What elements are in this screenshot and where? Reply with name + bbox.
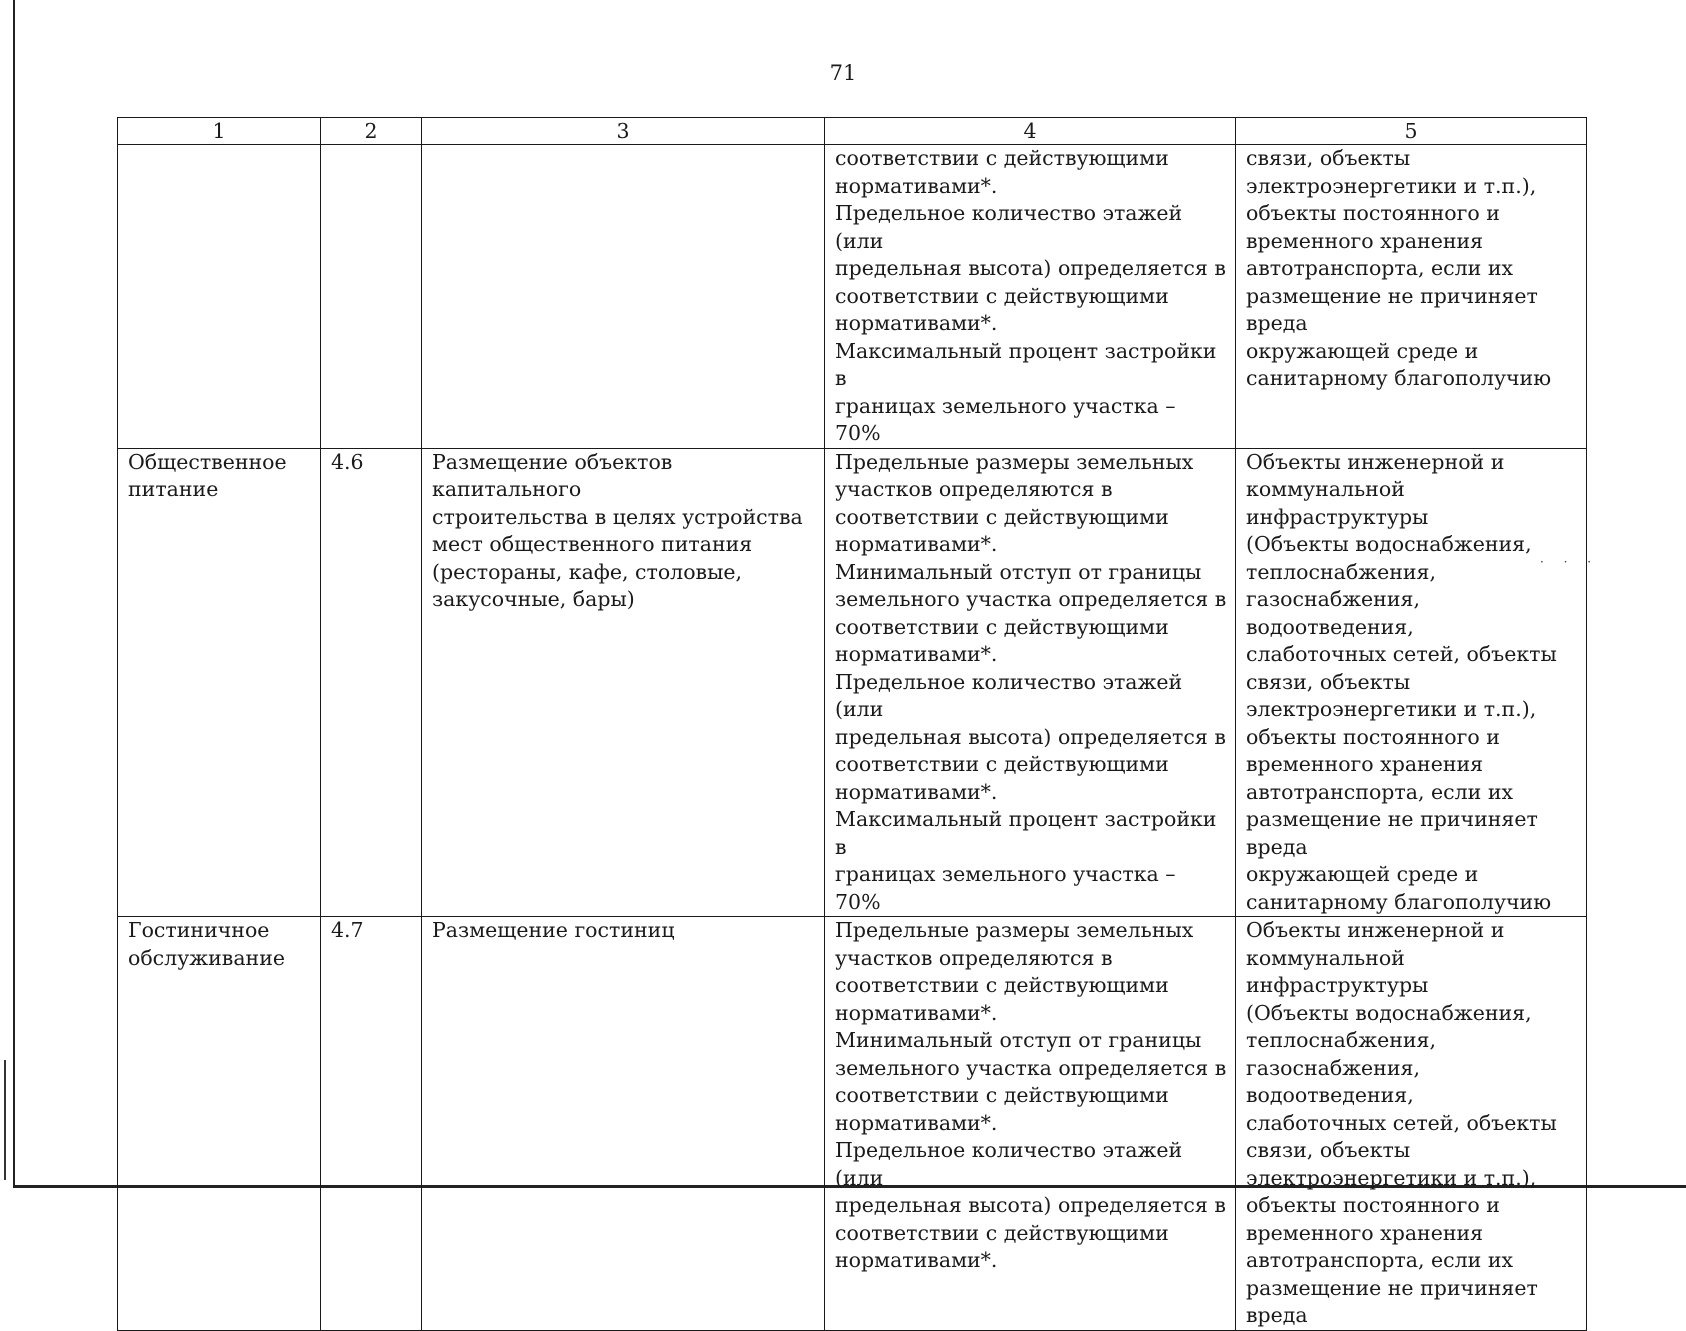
scan-border-left-outer <box>4 1060 6 1180</box>
cell-use-code: 4.6 <box>321 448 422 917</box>
cell-use-description: Размещение гостиниц <box>422 917 825 1331</box>
cell-use-description: Размещение объектов капитального строительства в целях устройства мест общественного питания (рестораны, кафе, столовые, закусочные, бары) <box>422 448 825 917</box>
page-number: 71 <box>829 61 857 85</box>
cell-use-name: Общественное питание <box>118 448 321 917</box>
table-row-continuation <box>118 145 1587 449</box>
cell-parameters: Предельные размеры земельных участков определяются в соответствии с действующими нормативами*. Минимальный отступ от границы земельного участка определяется в соответствии с действующими нормативами*. Предельное количество этажей (или предельная высота) определяется в соответствии с действующими нормативами*. Максимальный процент застройки в границах земельного участка – 70% <box>825 448 1236 917</box>
header-cell-5: 5 <box>1236 118 1587 145</box>
cell-use-code <box>321 145 422 449</box>
cell-allowed-objects: связи, объекты электроэнергетики и т.п.), объекты постоянного и временного хранения автотранспорта, если их размещение не причиняет вреда окружающей среде и санитарному благополучию <box>1236 145 1587 449</box>
scan-border-left <box>13 0 15 1187</box>
cell-allowed-objects: Объекты инженерной и коммунальной инфраструктуры (Объекты водоснабжения, теплоснабжения, газоснабжения, водоотведения, слаботочных сетей, объекты связи, объекты электроэнергетики и т.п.), объекты постоянного и временного хранения автотранспорта, если их размещение не причиняет вреда окружающей среде и санитарному благополучию <box>1236 448 1587 917</box>
cell-use-code: 4.7 <box>321 917 422 1331</box>
cell-use-description <box>422 145 825 449</box>
cell-use-name <box>118 145 321 449</box>
cell-use-name: Гостиничное обслуживание <box>118 917 321 1331</box>
header-cell-4: 4 <box>825 118 1236 145</box>
cell-allowed-objects: Объекты инженерной и коммунальной инфраструктуры (Объекты водоснабжения, теплоснабжения, газоснабжения, водоотведения, слаботочных сетей, объекты связи, объекты электроэнергетики и т.п.), объекты постоянного и временного хранения автотранспорта, если их размещение не причиняет вреда <box>1236 917 1587 1331</box>
header-cell-3: 3 <box>422 118 825 145</box>
table-row-hotel-service <box>118 917 1587 1331</box>
table-row-public-catering <box>118 448 1587 917</box>
cell-parameters: соответствии с действующими нормативами*. Предельное количество этажей (или предельная высота) определяется в соответствии с действующими нормативами*. Максимальный процент застройки в границах земельного участка – 70% <box>825 145 1236 449</box>
table-header-row <box>118 118 1587 145</box>
land-use-table <box>117 117 1587 1331</box>
header-cell-1: 1 <box>118 118 321 145</box>
scan-specks: · · · <box>1540 555 1600 569</box>
header-cell-2: 2 <box>321 118 422 145</box>
cell-parameters: Предельные размеры земельных участков определяются в соответствии с действующими нормативами*. Минимальный отступ от границы земельного участка определяется в соответствии с действующими нормативами*. Предельное количество этажей (или предельная высота) определяется в соответствии с действующими нормативами*. <box>825 917 1236 1331</box>
